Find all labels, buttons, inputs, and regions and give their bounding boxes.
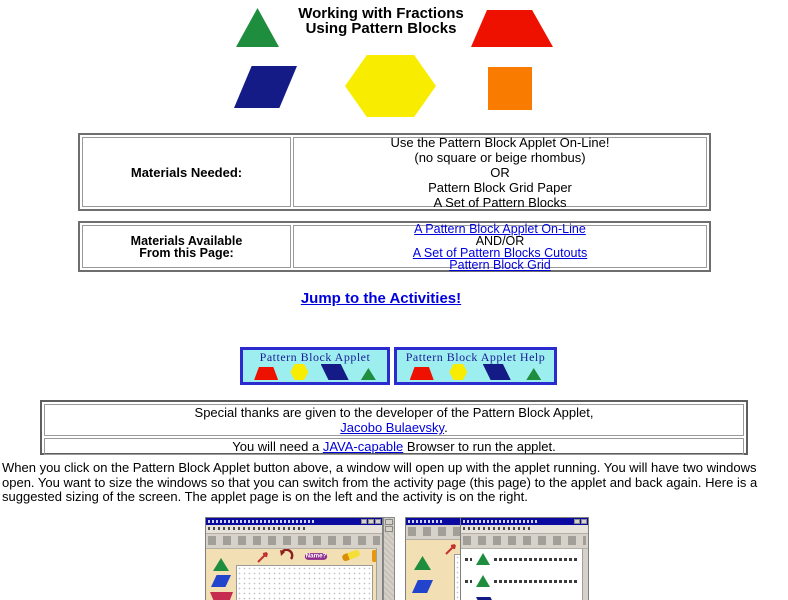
materials-needed-line: (no square or beige rhombus) (414, 149, 586, 165)
undo-arrow-icon (278, 549, 294, 563)
java-note-pre: You will need a (232, 439, 323, 454)
browser-toolbar (206, 534, 382, 549)
instructions-paragraph: When you click on the Pattern Block Applet button above, a window will open up with the applet running. You will have two windows open. You want to size the windows so that you can switch from the activity page (this page) to the applet and back again. Here is a suggested sizing of the screen. The applet page is on the left and the activity is on the right. (2, 460, 758, 505)
materials-available-label (82, 225, 291, 268)
materials-available-table (78, 221, 711, 272)
yellow-hexagon-block-icon (345, 55, 436, 117)
pattern-block-applet-button[interactable] (240, 347, 390, 385)
developer-link[interactable]: Jacobo Bulaevsky (340, 420, 445, 435)
window-control-buttons (361, 519, 381, 524)
jump-to-activities-link[interactable]: Jump to the Activities! (300, 290, 462, 307)
pattern-block-applet-help-button[interactable] (394, 347, 557, 385)
palette-blue-rhombus-icon (211, 575, 231, 587)
green-triangle-icon (361, 368, 376, 380)
paint-brush-icon (341, 549, 360, 562)
period-text: . (444, 420, 448, 435)
yellow-hexagon-icon (449, 364, 467, 380)
link-pattern-blocks-cutouts[interactable]: A Set of Pattern Blocks Cutouts (412, 245, 588, 260)
minimize-icon (361, 519, 367, 524)
close-icon (375, 519, 381, 524)
titlebar-text-placeholder (208, 520, 314, 523)
materials-needed-line: Pattern Block Grid Paper (428, 179, 572, 195)
applet-browser-window (205, 517, 383, 600)
green-triangle-icon (476, 575, 490, 587)
pattern-block-applet-button-label: Pattern Block Applet (259, 350, 371, 364)
palette-green-triangle-icon (414, 556, 431, 570)
pattern-block-applet-help-button-label: Pattern Block Applet Help (405, 350, 546, 364)
red-trapezoid-icon (410, 367, 434, 380)
activity-list-area (461, 549, 588, 600)
green-triangle-icon (526, 368, 541, 380)
applet-window-screenshot (205, 517, 395, 600)
name-button: Name? (305, 552, 327, 560)
page-title (0, 6, 762, 36)
button-shapes-row (397, 364, 554, 383)
activity-browser-window (460, 517, 589, 600)
materials-needed-table (78, 133, 711, 211)
materials-available-links (293, 221, 707, 272)
green-triangle-icon (476, 553, 490, 565)
minimize-icon (574, 519, 580, 524)
palette-blue-rhombus-icon (412, 580, 433, 593)
orange-square-block-icon (488, 67, 532, 110)
materials-needed-label: Materials Needed: (82, 137, 291, 207)
draw-arrow-icon (256, 550, 272, 563)
maximize-icon (368, 519, 374, 524)
activity-list-item (465, 575, 578, 587)
toolbar-icons (208, 536, 380, 545)
materials-available-label-line2: From this Page: (139, 245, 234, 260)
materials-needed-list (293, 134, 707, 210)
window-titlebar (406, 518, 466, 525)
yellow-hexagon-icon (290, 364, 308, 380)
window-titlebar (206, 518, 382, 525)
java-capable-link[interactable]: JAVA-capable (322, 439, 404, 454)
blue-rhombus-icon (483, 364, 511, 380)
toolbar-icons (463, 536, 586, 545)
draw-arrow-icon (444, 542, 460, 555)
suggested-sizing-screenshot (405, 517, 589, 600)
special-thanks-text: Special thanks are given to the developer of the Pattern Block Applet, (194, 405, 594, 420)
red-trapezoid-icon (254, 367, 278, 380)
scrollbar (376, 548, 382, 600)
link-pattern-block-applet-online[interactable]: A Pattern Block Applet On-Line (414, 221, 586, 236)
titlebar-text-placeholder (463, 520, 539, 523)
blue-rhombus-block-icon (234, 66, 297, 108)
button-shapes-row (243, 364, 387, 383)
close-icon (581, 519, 587, 524)
window-titlebar (461, 518, 588, 525)
materials-available-label-line1: Materials Available (130, 233, 243, 248)
activity-list-item (465, 553, 578, 565)
window-control-buttons (574, 519, 587, 524)
page-title-line2: Using Pattern Blocks (305, 20, 457, 37)
page-title-line1: Working with Fractions (298, 5, 464, 22)
applet-area (406, 540, 466, 600)
java-note-row (44, 438, 744, 455)
materials-needed-line: OR (490, 164, 510, 180)
materials-needed-line: A Set of Pattern Blocks (433, 194, 567, 210)
toolbar-icons (408, 527, 464, 536)
background-window-edge (383, 517, 395, 600)
palette-green-triangle-icon (213, 558, 229, 571)
pattern-grid-canvas (236, 565, 373, 600)
palette-red-trapezoid-icon (210, 592, 233, 600)
link-pattern-block-grid[interactable]: Pattern Block Grid (449, 257, 551, 272)
browser-toolbar (406, 525, 466, 540)
special-thanks-table (40, 400, 748, 455)
java-note-post: Browser to run the applet. (403, 439, 556, 454)
browser-menubar (461, 525, 588, 534)
andor-text: AND/OR (475, 233, 525, 248)
applet-area (206, 549, 382, 600)
applet-window-partial (405, 517, 467, 600)
browser-toolbar (461, 534, 588, 549)
browser-menubar (206, 525, 382, 534)
scrollbar (582, 549, 588, 600)
blue-rhombus-icon (321, 364, 349, 380)
special-thanks-row (44, 404, 744, 436)
materials-needed-line: Use the Pattern Block Applet On-Line! (390, 134, 610, 150)
